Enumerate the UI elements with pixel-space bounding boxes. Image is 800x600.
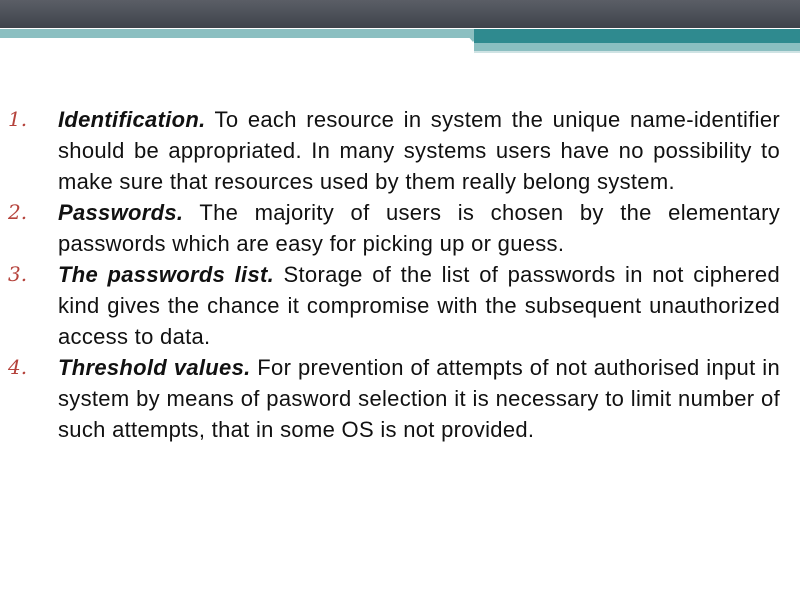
list-item-text: The majority of users is chosen by the elementary passwords which are easy for picking up or guess. [58, 200, 780, 256]
list-number: 4. [8, 355, 28, 379]
list-item-term: Identification. [58, 107, 206, 132]
list-item-body [58, 104, 780, 197]
list-item-text: To each resource in system the unique name-identifier should be appropriated. In many systems users have no possibility to make sure that resources used by them really belong system. [58, 107, 780, 194]
header-dark-bar [0, 0, 800, 28]
list-item-passwords-list [0, 259, 800, 352]
header-teal-bar-left [0, 29, 474, 38]
list-number: 3. [8, 262, 28, 286]
list-item-body [58, 352, 780, 445]
numbered-list [0, 104, 800, 445]
list-number: 2. [8, 200, 28, 224]
header-thin-bar [474, 51, 800, 53]
list-item-term: Passwords. [58, 200, 184, 225]
list-item-term: Threshold values. [58, 355, 251, 380]
list-item-passwords [0, 197, 800, 259]
list-item-identification [0, 104, 800, 197]
list-item-text: For prevention of attempts of not authorised input in system by means of pasword selection it is necessary to limit number of such attempts, that in some OS is not provided. [58, 355, 780, 442]
header-teal-bar-right [474, 29, 800, 43]
list-item-body [58, 259, 780, 352]
list-item-text: Storage of the list of passwords in not ciphered kind gives the chance it compromise with the subsequent unauthorized access to data. [58, 262, 780, 349]
header-teal-bar-lower [474, 43, 800, 51]
list-item-body [58, 197, 780, 259]
list-number: 1. [8, 107, 28, 131]
list-item-threshold-values [0, 352, 800, 445]
list-item-term: The passwords list. [58, 262, 275, 287]
